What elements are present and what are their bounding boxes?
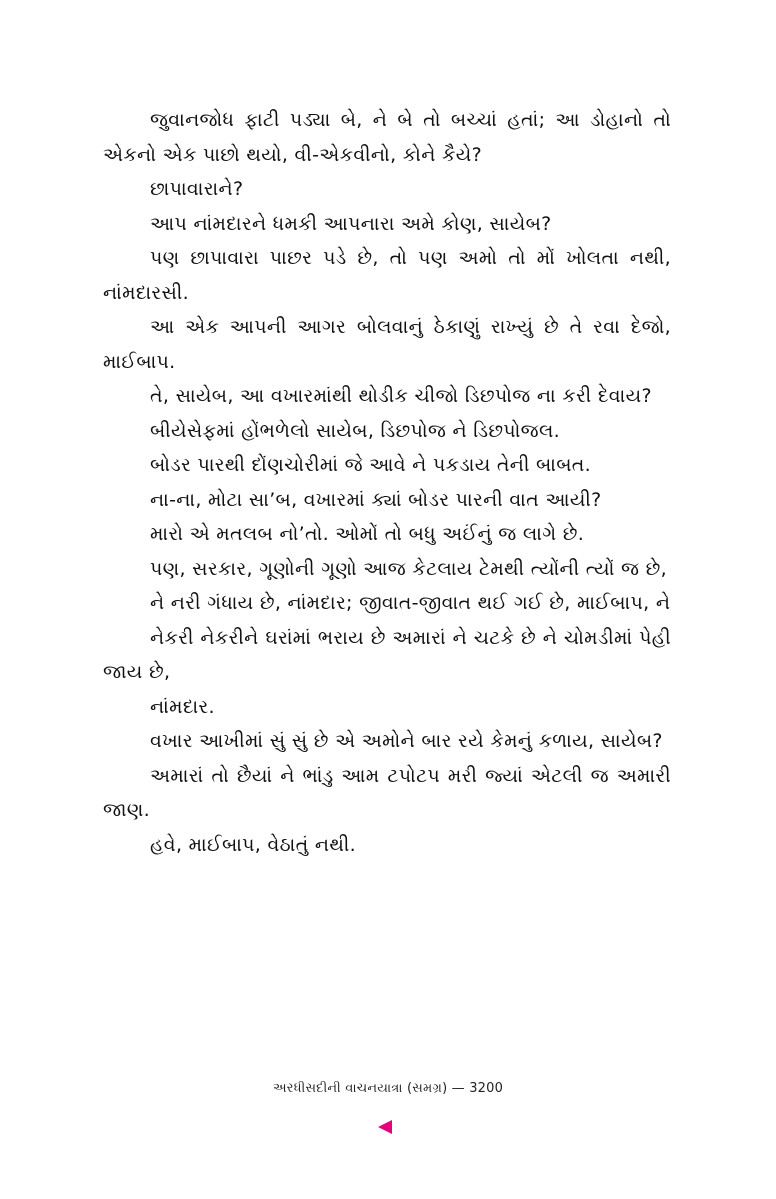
paragraph-10: મારો એ મતલબ નો’તો. ઓમોં તો બધુ અઈંનું જ લાગે છે. — [150, 523, 585, 545]
paragraph-14: નાંમદાર. — [150, 695, 215, 718]
paragraph-9: ના-ના, મોટા સા’બ, વખારમાં ક્યાં બોડર પારની વાત આયી? — [150, 488, 602, 511]
paragraph-17: હવે, માઈબાપ, વેઠાતું નથી. — [150, 833, 356, 856]
paragraph-1: જુવાનજોધ ફાટી પડ્યા બે, ને બે તો બચ્ચાં હતાં; આ ડોહાનો તો એકનો એક પાછો થયો, વી-એકવીનો, કોને કૈયે? — [103, 109, 671, 166]
body-text — [103, 103, 671, 862]
paragraph-8: બોડર પારથી દોંણચોરીમાં જે આવે ને પકડાય તેની બાબત. — [150, 454, 592, 476]
paragraph-6: તે, સાયેબ, આ વખારમાંથી થોડીક ચીજો ડિછપોજ ના કરી દેવાય? — [150, 385, 652, 407]
paragraph-2: છાપાવારાને? — [150, 178, 244, 200]
paragraph-13: નેકરી નેકરીને ઘરાંમાં ભરાય છે અમારાં ને ચટકે છે ને ચોમડીમાં પેહી જાય છે, — [103, 626, 671, 683]
page-footer: અરધીસદીની વાચનયાત્રા (સમગ્ર) — 3200 — [272, 1081, 504, 1096]
left-triangle-icon[interactable] — [378, 1120, 392, 1134]
paragraph-12: ને નરી ગંધાય છે, નાંમદાર; જીવાત-જીવાત થઈ ગઈ છે, માઈબાપ, ને — [150, 592, 671, 614]
paragraph-15: વખાર આખીમાં સું સું છે એ અમોને બાર રયે કેમનું કળાય, સાયેબ? — [150, 730, 663, 752]
paragraph-7: બીયેસેફમાં હોંભળેલો સાયેબ, ડિછપોજ ને ડિછપોજલ. — [150, 419, 560, 442]
paragraph-5: આ એક આપની આગર બોલવાનું ઠેકાણું રાખ્યું છે તે રવા દેજો, માઈબાપ. — [103, 316, 671, 373]
paragraph-16: અમારાં તો છૈયાં ને ભાંડુ આમ ટપોટપ મરી જ્યાં એટલી જ અમારી જાણ. — [103, 764, 671, 821]
paragraph-3: આપ નાંમદારને ધમકી આપનારા અમે કોણ, સાયેબ? — [150, 212, 552, 235]
paragraph-11: પણ, સરકાર, ગૂણોની ગૂણો આજ કેટલાય ટેમથી ત્યોંની ત્યોં જ છે, — [150, 557, 667, 580]
paragraph-4: પણ છાપાવારા પાછર પડે છે, તો પણ અમો તો મોં ખોલતા નથી, નાંમદારસી. — [103, 247, 671, 304]
